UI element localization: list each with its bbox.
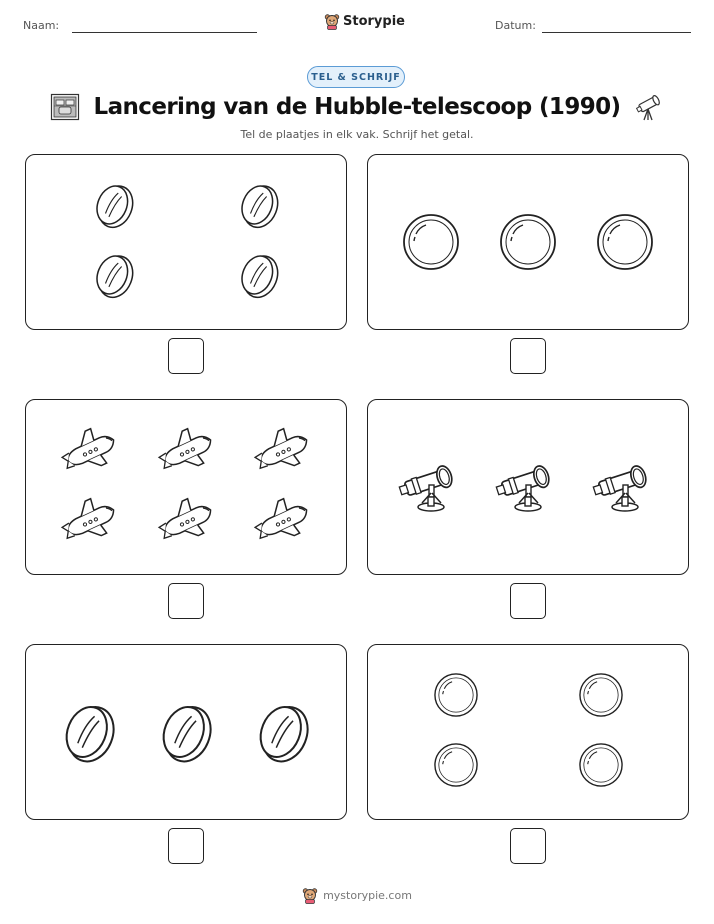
space-shuttle-icon (249, 422, 314, 479)
counting-panel (25, 399, 347, 575)
page-title: Lancering van de Hubble-telescoop (1990) (93, 94, 621, 120)
brand-name: Storypie (343, 14, 405, 29)
counting-panel (25, 154, 347, 330)
bubble-icon (580, 744, 622, 786)
panel-picture-group (368, 645, 690, 821)
bubble-icon (598, 215, 652, 269)
space-shuttle-icon (153, 492, 218, 549)
answer-box[interactable] (168, 583, 204, 619)
telescope-icon (591, 464, 648, 511)
footer-url: mystorypie.com (323, 889, 412, 902)
coin-icon (92, 251, 139, 303)
panel-picture-group (26, 155, 348, 331)
space-shuttle-icon (56, 492, 121, 549)
title-row (0, 92, 714, 122)
bubble-icon (580, 674, 622, 716)
telescope-icon (634, 92, 664, 122)
telescope-icon (494, 464, 551, 511)
coin-icon (253, 700, 315, 768)
telescope-icon (397, 464, 454, 511)
space-shuttle-icon (249, 492, 314, 549)
counting-panel (367, 644, 689, 820)
coin-icon (156, 700, 218, 768)
panel-picture-group (368, 155, 690, 331)
space-shuttle-icon (56, 422, 121, 479)
name-field[interactable] (72, 32, 257, 33)
hubble-telescope-icon (50, 93, 80, 121)
bear-mascot-icon (324, 13, 340, 30)
brand-logo (324, 13, 405, 30)
bubble-icon (435, 744, 477, 786)
answer-box[interactable] (168, 828, 204, 864)
answer-box[interactable] (510, 828, 546, 864)
name-label: Naam: (23, 19, 60, 32)
counting-panel (25, 644, 347, 820)
answer-box[interactable] (510, 338, 546, 374)
footer (0, 887, 714, 904)
counting-panel (367, 154, 689, 330)
bubble-icon (435, 674, 477, 716)
panel-picture-group (368, 400, 690, 576)
bubble-icon (501, 215, 555, 269)
coin-icon (237, 251, 284, 303)
panel-picture-group (26, 645, 348, 821)
panel-picture-group (26, 400, 348, 576)
date-field[interactable] (542, 32, 691, 33)
activity-badge: TEL & SCHRIJF (307, 66, 405, 88)
bear-mascot-icon (302, 887, 318, 904)
date-label: Datum: (495, 19, 536, 32)
counting-panel (367, 399, 689, 575)
instructions: Tel de plaatjes in elk vak. Schrijf het getal. (240, 128, 474, 141)
bubble-icon (404, 215, 458, 269)
coin-icon (237, 181, 284, 233)
answer-box[interactable] (510, 583, 546, 619)
coin-icon (59, 700, 121, 768)
space-shuttle-icon (153, 422, 218, 479)
coin-icon (92, 181, 139, 233)
answer-box[interactable] (168, 338, 204, 374)
